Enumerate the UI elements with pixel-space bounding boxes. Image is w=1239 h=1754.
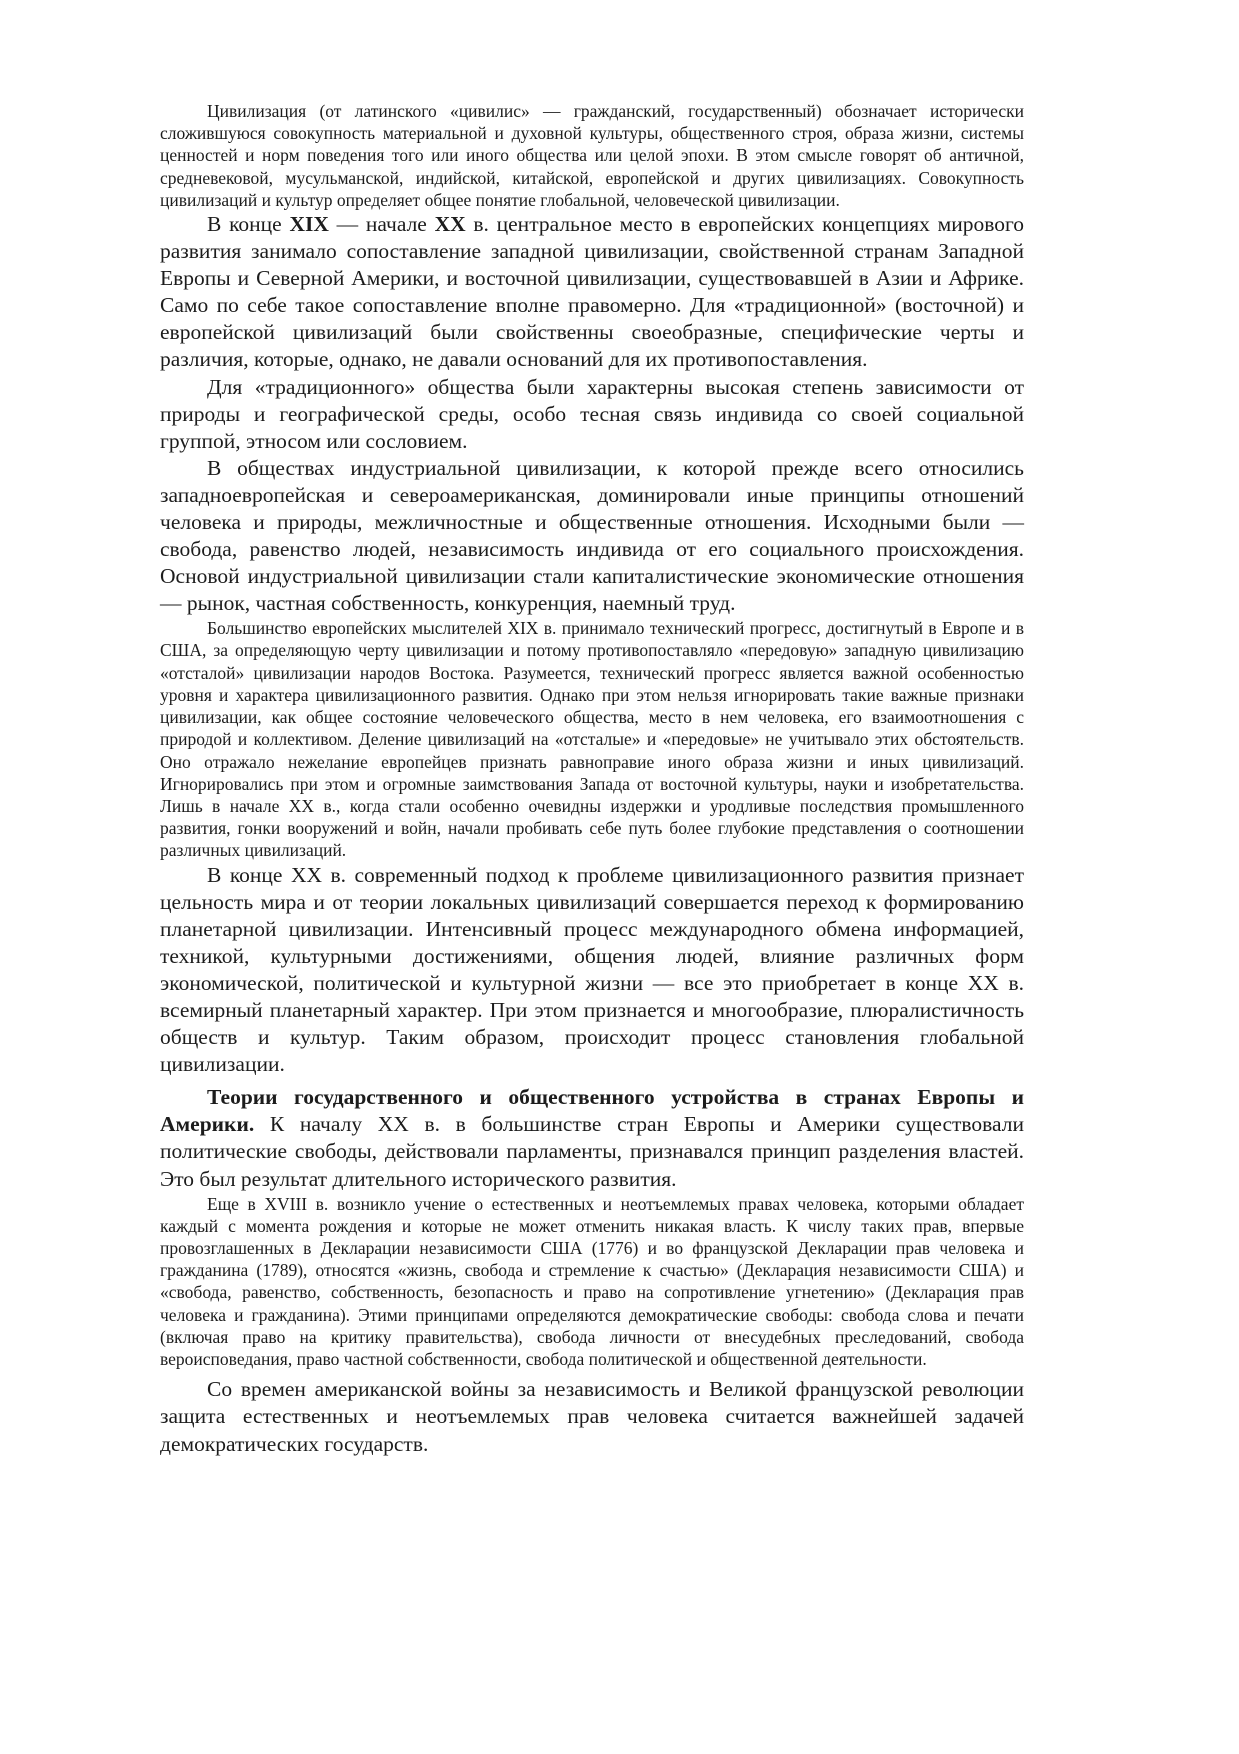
text-segment: Большинство европейских мыслителей XIX в. принимало технический прогресс, достигнутый в Европе и в США, за определяющую черту цивилизации и потому противопоставляло «передовую» западную цивилизацию «отсталой» цивилизации народов Востока. Разумеется, технический прогресс является важной особенностью уровня и характера цивилизационного развития. Однако при этом нельзя игнорировать такие важные признаки цивилизации, как общее состояние человеческого общества, место в нем человека, его взаимоотношения с природой и коллективом. Деление цивилизаций на «отсталые» и «передовые» не учитывало этих обстоятельств. Оно отражало нежелание европейцев признать равноправие иного образа жизни и иных цивилизаций. Игнорировались при этом и огромные заимствования Запада от восточной культуры, науки и изобретательства. Лишь в начале XX в., когда стали особенно очевидны издержки и уродливые последствия промышленного развития, гонки вооружений и войн, начали пробивать себе путь более глубокие представления о соотношении различных цивилизаций. [160, 618, 1024, 861]
text-segment: В конце XX в. современный подход к проблеме цивилизационного развития признает цельность мира и от теории локальных цивилизаций совершается переход к формированию планетарной цивилизации. Интенсивный процесс международного обмена информацией, техникой, культурными достижениями, общения людей, влияние различных форм экономической, политической и культурной жизни — все это приобретает в конце XX в. всемирный планетарный характер. При этом признается и многообразие, плюралистичность обществ и культур. Таким образом, происходит процесс становления глобальной цивилизации. [160, 862, 1024, 1077]
text-segment: В обществах индустриальной цивилизации, к которой прежде всего относились западноевропейская и североамериканская, доминировали иные принципы отношений человека и природы, межличностные и общественные отношения. Исходными были — свобода, равенство людей, независимость индивида от его социального происхождения. Основой индустриальной цивилизации стали капиталистические экономические отношения — рынок, частная собственность, конкуренция, наемный труд. [160, 455, 1024, 616]
paragraph [160, 100, 1024, 211]
text-segment: Для «традиционного» общества были характерны высокая степень зависимости от природы и географической среды, особо тесная связь индивида со своей социальной группой, этносом или сословием. [160, 374, 1024, 453]
text-segment: Со времен американской войны за независимость и Великой французской революции защита естественных и неотъемлемых прав человека считается важнейшей задачей демократических государств. [160, 1377, 1024, 1456]
paragraph [160, 862, 1024, 1079]
paragraph [160, 374, 1024, 455]
paragraph [160, 1376, 1024, 1457]
page-text [160, 100, 1024, 1458]
bold-text-segment: Теории государственного и общественного устройства в странах Европы и Америки. [160, 1085, 1024, 1137]
text-segment: К началу XX в. в большинстве стран Европы и Америки существовали политические свободы, действовали парламенты, признавался принцип разделения властей. Это был результат длительного исторического развития. [160, 1112, 1024, 1191]
text-segment: Еще в XVIII в. возникло учение о естественных и неотъемлемых правах человека, которыми обладает каждый с момента рождения и которые не может отменить никакая власть. К числу таких прав, впервые провозглашенных в Декларации независимости США (1776) и во французской Декларации прав человека и гражданина (1789), относятся «жизнь, свобода и стремление к счастью» (Декларация независимости США) и «свобода, равенство, собственность, безопасность и право на сопротивление угнетению» (Декларация прав человека и гражданина). Этими принципами определяются демократические свободы: свобода слова и печати (включая право на критику правительства), свобода личности от внесудебных преследований, свобода вероисповедания, право частной собственности, свобода политической и общественной деятельности. [160, 1193, 1024, 1370]
paragraph [160, 617, 1024, 861]
text-segment: Цивилизация (от латинского «цивилис» — гражданский, государственный) обозначает исторически сложившуюся совокупность материальной и духовной культуры, общественного строя, образа жизни, системы ценностей и норм поведения того или иного общества или целой эпохи. В этом смысле говорят об античной, средневековой, мусульманской, индийской, китайской, европейской и других цивилизациях. Совокупность цивилизаций и культур определяет общее понятие глобальной, человеческой цивилизации. [160, 101, 1024, 210]
paragraph [160, 211, 1024, 373]
text-segment: В конце [207, 212, 290, 237]
bold-text-segment: XIX [289, 212, 329, 237]
paragraph [160, 1084, 1024, 1192]
text-segment: — начале [328, 212, 435, 237]
text-segment: в. центральное место в европейских концепциях мирового развития занимало сопоставление западной цивилизации, свойственной странам Западной Европы и Северной Америки, и восточной цивилизации, существовавшей в Азии и Африке. Само по себе такое сопоставление вполне правомерно. Для «традиционной» (восточной) и европейской цивилизаций были свойственны своеобразные, специфические черты и различия, которые, однако, не давали оснований для их противопоставления. [160, 212, 1025, 372]
bold-text-segment: XX [434, 212, 466, 237]
paragraph [160, 1193, 1024, 1371]
paragraph [160, 455, 1024, 617]
